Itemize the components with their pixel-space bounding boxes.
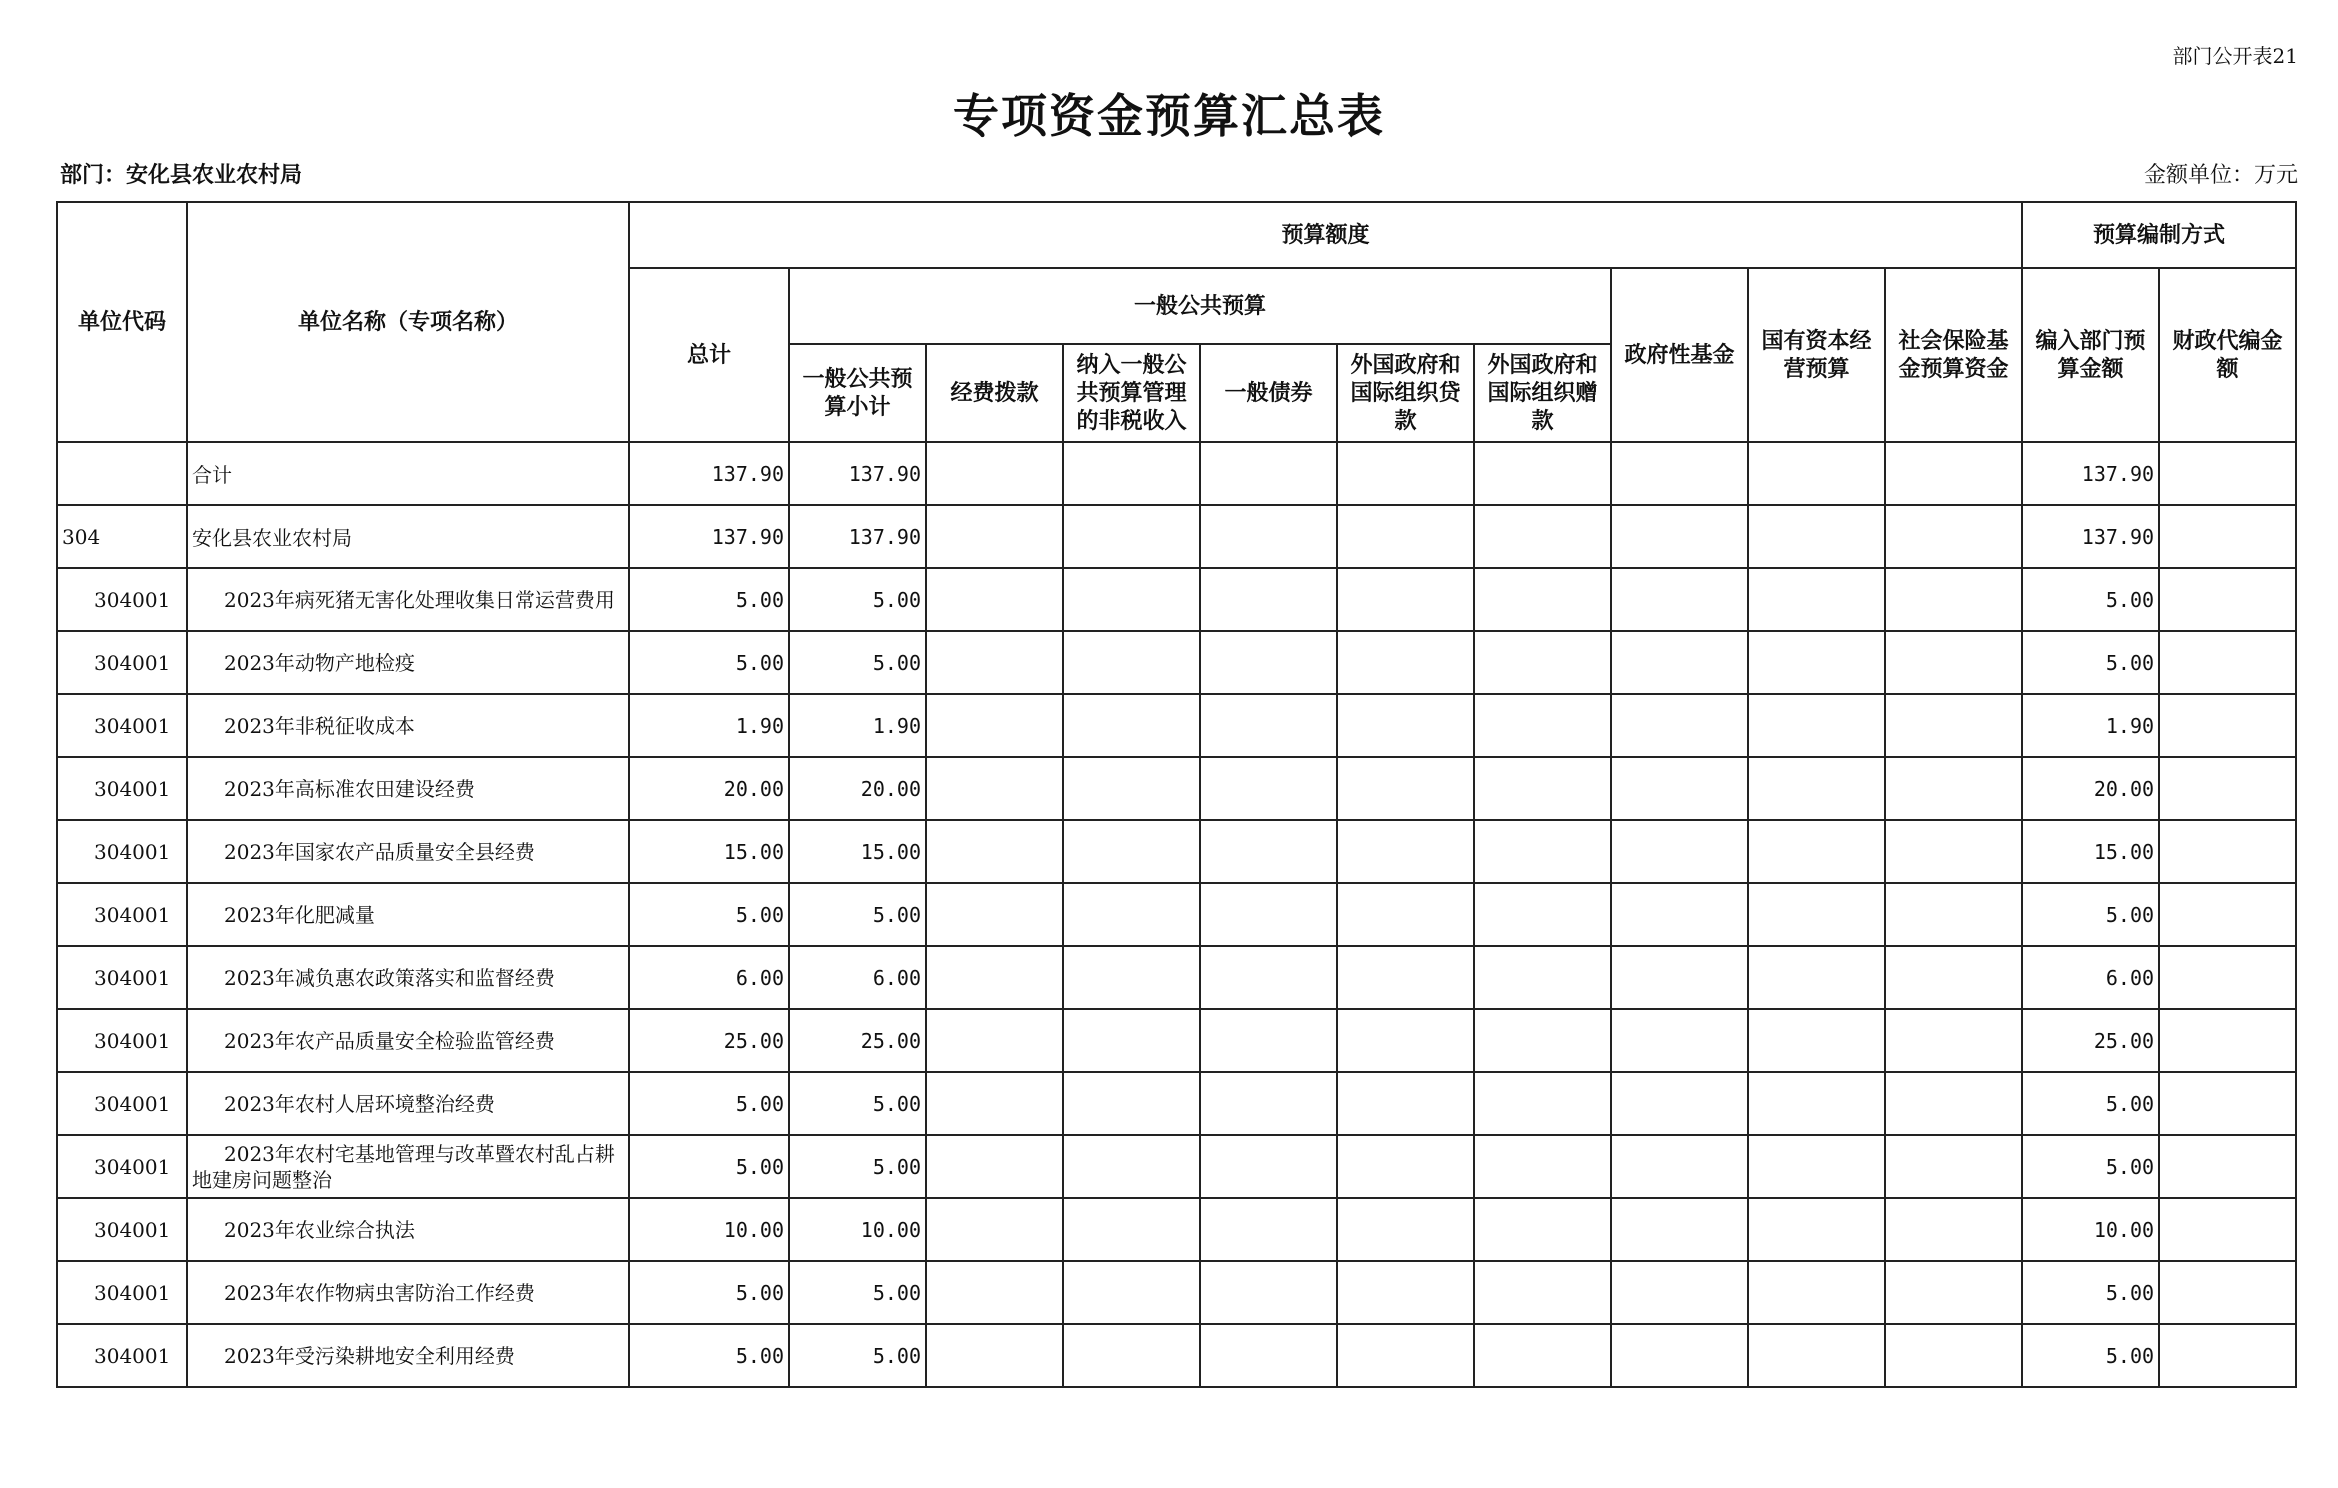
row-nontax bbox=[1063, 757, 1200, 820]
row-foreign-loan bbox=[1337, 1072, 1474, 1135]
table-row bbox=[57, 820, 2296, 883]
row-debt bbox=[1200, 568, 1337, 631]
row-gov-fund bbox=[1611, 694, 1748, 757]
department-label: 部门：安化县农业农村局 bbox=[60, 162, 303, 188]
row-general-subtotal: 5.00 bbox=[789, 1261, 926, 1324]
header-dept-budget: 编入部门预算金额 bbox=[2022, 268, 2159, 442]
row-state-capital bbox=[1748, 1135, 1885, 1198]
header-method: 预算编制方式 bbox=[2022, 202, 2296, 268]
header-appropriation: 经费拨款 bbox=[926, 344, 1063, 442]
row-foreign-loan bbox=[1337, 631, 1474, 694]
amount-unit-label: 金额单位：万元 bbox=[2143, 163, 2298, 188]
header-general-subtotal: 一般公共预算小计 bbox=[789, 344, 926, 442]
row-foreign-grant bbox=[1474, 568, 1611, 631]
table-row bbox=[57, 1198, 2296, 1261]
row-debt bbox=[1200, 442, 1337, 505]
row-foreign-grant bbox=[1474, 1261, 1611, 1324]
row-total: 137.90 bbox=[629, 505, 789, 568]
row-debt bbox=[1200, 694, 1337, 757]
row-foreign-grant bbox=[1474, 883, 1611, 946]
row-foreign-grant bbox=[1474, 820, 1611, 883]
header-gov-fund: 政府性基金 bbox=[1611, 268, 1748, 442]
row-state-capital bbox=[1748, 757, 1885, 820]
row-dept-budget: 20.00 bbox=[2022, 757, 2159, 820]
header-code: 单位代码 bbox=[57, 202, 187, 442]
row-appropriation bbox=[926, 568, 1063, 631]
row-dept-budget: 1.90 bbox=[2022, 694, 2159, 757]
row-name: 2023年农产品质量安全检验监管经费 bbox=[187, 1009, 629, 1072]
row-dept-budget: 137.90 bbox=[2022, 505, 2159, 568]
row-social-insurance bbox=[1885, 442, 2022, 505]
row-nontax bbox=[1063, 1324, 1200, 1387]
row-social-insurance bbox=[1885, 1324, 2022, 1387]
row-gov-fund bbox=[1611, 631, 1748, 694]
row-nontax bbox=[1063, 505, 1200, 568]
row-fiscal-code bbox=[2159, 505, 2296, 568]
row-total: 5.00 bbox=[629, 1072, 789, 1135]
table-row bbox=[57, 1135, 2296, 1198]
row-name: 2023年农村宅基地管理与改革暨农村乱占耕地建房问题整治 bbox=[187, 1135, 629, 1198]
row-gov-fund bbox=[1611, 1072, 1748, 1135]
row-code: 304001 bbox=[57, 1324, 187, 1387]
row-total: 20.00 bbox=[629, 757, 789, 820]
row-fiscal-code bbox=[2159, 568, 2296, 631]
row-debt bbox=[1200, 1135, 1337, 1198]
row-name: 2023年非税征收成本 bbox=[187, 694, 629, 757]
row-dept-budget: 6.00 bbox=[2022, 946, 2159, 1009]
row-foreign-grant bbox=[1474, 442, 1611, 505]
row-code: 304001 bbox=[57, 568, 187, 631]
table-row bbox=[57, 946, 2296, 1009]
row-nontax bbox=[1063, 1261, 1200, 1324]
row-fiscal-code bbox=[2159, 1009, 2296, 1072]
page-title: 专项资金预算汇总表 bbox=[953, 89, 1385, 143]
table-row bbox=[57, 442, 2296, 505]
row-code: 304001 bbox=[57, 1261, 187, 1324]
table-row bbox=[57, 1009, 2296, 1072]
table-row bbox=[57, 883, 2296, 946]
row-appropriation bbox=[926, 1261, 1063, 1324]
row-social-insurance bbox=[1885, 820, 2022, 883]
row-general-subtotal: 5.00 bbox=[789, 1135, 926, 1198]
row-gov-fund bbox=[1611, 820, 1748, 883]
row-foreign-grant bbox=[1474, 505, 1611, 568]
row-debt bbox=[1200, 757, 1337, 820]
row-general-subtotal: 137.90 bbox=[789, 442, 926, 505]
row-general-subtotal: 25.00 bbox=[789, 1009, 926, 1072]
row-social-insurance bbox=[1885, 505, 2022, 568]
row-general-subtotal: 5.00 bbox=[789, 1324, 926, 1387]
row-social-insurance bbox=[1885, 568, 2022, 631]
row-dept-budget: 137.90 bbox=[2022, 442, 2159, 505]
header-name: 单位名称（专项名称） bbox=[187, 202, 629, 442]
row-foreign-loan bbox=[1337, 1198, 1474, 1261]
row-nontax bbox=[1063, 631, 1200, 694]
row-gov-fund bbox=[1611, 883, 1748, 946]
row-appropriation bbox=[926, 946, 1063, 1009]
row-foreign-loan bbox=[1337, 505, 1474, 568]
table-row bbox=[57, 631, 2296, 694]
row-name: 2023年农作物病虫害防治工作经费 bbox=[187, 1261, 629, 1324]
row-code: 304 bbox=[57, 505, 187, 568]
row-debt bbox=[1200, 631, 1337, 694]
row-debt bbox=[1200, 1072, 1337, 1135]
row-gov-fund bbox=[1611, 946, 1748, 1009]
row-state-capital bbox=[1748, 1072, 1885, 1135]
row-fiscal-code bbox=[2159, 883, 2296, 946]
row-code: 304001 bbox=[57, 757, 187, 820]
row-general-subtotal: 1.90 bbox=[789, 694, 926, 757]
row-dept-budget: 5.00 bbox=[2022, 631, 2159, 694]
table-row bbox=[57, 1324, 2296, 1387]
header-total: 总计 bbox=[629, 268, 789, 442]
row-foreign-loan bbox=[1337, 1261, 1474, 1324]
row-appropriation bbox=[926, 1198, 1063, 1261]
row-dept-budget: 5.00 bbox=[2022, 1261, 2159, 1324]
row-debt bbox=[1200, 505, 1337, 568]
row-fiscal-code bbox=[2159, 442, 2296, 505]
row-gov-fund bbox=[1611, 1135, 1748, 1198]
row-code: 304001 bbox=[57, 1135, 187, 1198]
row-dept-budget: 10.00 bbox=[2022, 1198, 2159, 1261]
row-debt bbox=[1200, 820, 1337, 883]
row-general-subtotal: 137.90 bbox=[789, 505, 926, 568]
row-foreign-loan bbox=[1337, 1009, 1474, 1072]
row-state-capital bbox=[1748, 1261, 1885, 1324]
table-row bbox=[57, 1261, 2296, 1324]
row-foreign-loan bbox=[1337, 1324, 1474, 1387]
row-fiscal-code bbox=[2159, 1072, 2296, 1135]
row-appropriation bbox=[926, 883, 1063, 946]
table-row bbox=[57, 505, 2296, 568]
row-name: 2023年高标准农田建设经费 bbox=[187, 757, 629, 820]
row-social-insurance bbox=[1885, 1261, 2022, 1324]
row-state-capital bbox=[1748, 1009, 1885, 1072]
row-total: 5.00 bbox=[629, 631, 789, 694]
row-general-subtotal: 15.00 bbox=[789, 820, 926, 883]
row-foreign-loan bbox=[1337, 568, 1474, 631]
row-name: 2023年动物产地检疫 bbox=[187, 631, 629, 694]
row-general-subtotal: 5.00 bbox=[789, 1072, 926, 1135]
row-dept-budget: 5.00 bbox=[2022, 1324, 2159, 1387]
row-fiscal-code bbox=[2159, 946, 2296, 1009]
row-social-insurance bbox=[1885, 631, 2022, 694]
row-foreign-loan bbox=[1337, 820, 1474, 883]
row-fiscal-code bbox=[2159, 694, 2296, 757]
row-nontax bbox=[1063, 883, 1200, 946]
row-social-insurance bbox=[1885, 694, 2022, 757]
row-code: 304001 bbox=[57, 1009, 187, 1072]
row-state-capital bbox=[1748, 568, 1885, 631]
row-general-subtotal: 5.00 bbox=[789, 883, 926, 946]
row-general-subtotal: 6.00 bbox=[789, 946, 926, 1009]
row-state-capital bbox=[1748, 1198, 1885, 1261]
table-row bbox=[57, 568, 2296, 631]
header-budget: 预算额度 bbox=[629, 202, 2022, 268]
row-total: 5.00 bbox=[629, 883, 789, 946]
row-debt bbox=[1200, 946, 1337, 1009]
row-gov-fund bbox=[1611, 1009, 1748, 1072]
row-nontax bbox=[1063, 568, 1200, 631]
row-state-capital bbox=[1748, 631, 1885, 694]
row-general-subtotal: 5.00 bbox=[789, 568, 926, 631]
row-foreign-grant bbox=[1474, 1009, 1611, 1072]
row-nontax bbox=[1063, 1009, 1200, 1072]
row-nontax bbox=[1063, 1198, 1200, 1261]
row-dept-budget: 5.00 bbox=[2022, 568, 2159, 631]
row-total: 6.00 bbox=[629, 946, 789, 1009]
row-appropriation bbox=[926, 1324, 1063, 1387]
row-state-capital bbox=[1748, 1324, 1885, 1387]
row-social-insurance bbox=[1885, 883, 2022, 946]
row-dept-budget: 25.00 bbox=[2022, 1009, 2159, 1072]
row-general-subtotal: 10.00 bbox=[789, 1198, 926, 1261]
row-name: 安化县农业农村局 bbox=[187, 505, 629, 568]
row-total: 10.00 bbox=[629, 1198, 789, 1261]
header-social-insurance: 社会保险基金预算资金 bbox=[1885, 268, 2022, 442]
header-state-capital: 国有资本经营预算 bbox=[1748, 268, 1885, 442]
row-name: 2023年减负惠农政策落实和监督经费 bbox=[187, 946, 629, 1009]
row-social-insurance bbox=[1885, 757, 2022, 820]
row-fiscal-code bbox=[2159, 757, 2296, 820]
row-debt bbox=[1200, 1198, 1337, 1261]
row-fiscal-code bbox=[2159, 1261, 2296, 1324]
row-debt bbox=[1200, 883, 1337, 946]
row-gov-fund bbox=[1611, 1324, 1748, 1387]
row-debt bbox=[1200, 1009, 1337, 1072]
row-state-capital bbox=[1748, 442, 1885, 505]
row-appropriation bbox=[926, 757, 1063, 820]
row-fiscal-code bbox=[2159, 820, 2296, 883]
row-code: 304001 bbox=[57, 946, 187, 1009]
row-total: 5.00 bbox=[629, 568, 789, 631]
row-name: 2023年化肥减量 bbox=[187, 883, 629, 946]
header-foreign-loan: 外国政府和国际组织贷款 bbox=[1337, 344, 1474, 442]
row-code: 304001 bbox=[57, 883, 187, 946]
row-foreign-grant bbox=[1474, 1324, 1611, 1387]
row-foreign-loan bbox=[1337, 442, 1474, 505]
row-dept-budget: 15.00 bbox=[2022, 820, 2159, 883]
row-name: 2023年病死猪无害化处理收集日常运营费用 bbox=[187, 568, 629, 631]
row-general-subtotal: 20.00 bbox=[789, 757, 926, 820]
row-foreign-grant bbox=[1474, 1135, 1611, 1198]
row-gov-fund bbox=[1611, 568, 1748, 631]
row-gov-fund bbox=[1611, 442, 1748, 505]
row-appropriation bbox=[926, 1135, 1063, 1198]
row-nontax bbox=[1063, 1135, 1200, 1198]
row-social-insurance bbox=[1885, 1009, 2022, 1072]
row-state-capital bbox=[1748, 820, 1885, 883]
row-appropriation bbox=[926, 442, 1063, 505]
header-foreign-grant: 外国政府和国际组织赠款 bbox=[1474, 344, 1611, 442]
table-row bbox=[57, 1072, 2296, 1135]
row-foreign-loan bbox=[1337, 757, 1474, 820]
row-foreign-grant bbox=[1474, 946, 1611, 1009]
row-state-capital bbox=[1748, 883, 1885, 946]
row-total: 1.90 bbox=[629, 694, 789, 757]
row-gov-fund bbox=[1611, 1261, 1748, 1324]
header-fiscal-code: 财政代编金额 bbox=[2159, 268, 2296, 442]
row-social-insurance bbox=[1885, 1135, 2022, 1198]
row-nontax bbox=[1063, 694, 1200, 757]
row-appropriation bbox=[926, 1072, 1063, 1135]
row-total: 5.00 bbox=[629, 1135, 789, 1198]
budget-summary-table bbox=[56, 201, 2297, 1388]
row-nontax bbox=[1063, 1072, 1200, 1135]
header-nontax: 纳入一般公共预算管理的非税收入 bbox=[1063, 344, 1200, 442]
header-general-budget: 一般公共预算 bbox=[789, 268, 1611, 344]
table-number: 部门公开表21 bbox=[2172, 44, 2298, 68]
table-row bbox=[57, 694, 2296, 757]
row-code: 304001 bbox=[57, 1198, 187, 1261]
row-appropriation bbox=[926, 820, 1063, 883]
row-foreign-loan bbox=[1337, 1135, 1474, 1198]
row-name: 2023年受污染耕地安全利用经费 bbox=[187, 1324, 629, 1387]
row-foreign-loan bbox=[1337, 883, 1474, 946]
row-total: 15.00 bbox=[629, 820, 789, 883]
table-row bbox=[57, 757, 2296, 820]
row-code: 304001 bbox=[57, 820, 187, 883]
row-name: 2023年农业综合执法 bbox=[187, 1198, 629, 1261]
row-dept-budget: 5.00 bbox=[2022, 883, 2159, 946]
row-foreign-loan bbox=[1337, 694, 1474, 757]
row-dept-budget: 5.00 bbox=[2022, 1072, 2159, 1135]
row-fiscal-code bbox=[2159, 631, 2296, 694]
row-foreign-loan bbox=[1337, 946, 1474, 1009]
row-gov-fund bbox=[1611, 505, 1748, 568]
row-fiscal-code bbox=[2159, 1324, 2296, 1387]
row-gov-fund bbox=[1611, 1198, 1748, 1261]
row-foreign-grant bbox=[1474, 1072, 1611, 1135]
row-appropriation bbox=[926, 1009, 1063, 1072]
row-foreign-grant bbox=[1474, 757, 1611, 820]
row-total: 25.00 bbox=[629, 1009, 789, 1072]
row-gov-fund bbox=[1611, 757, 1748, 820]
row-fiscal-code bbox=[2159, 1135, 2296, 1198]
row-state-capital bbox=[1748, 946, 1885, 1009]
row-total: 5.00 bbox=[629, 1324, 789, 1387]
row-foreign-grant bbox=[1474, 631, 1611, 694]
row-social-insurance bbox=[1885, 1072, 2022, 1135]
row-code bbox=[57, 442, 187, 505]
row-nontax bbox=[1063, 442, 1200, 505]
row-debt bbox=[1200, 1324, 1337, 1387]
row-social-insurance bbox=[1885, 946, 2022, 1009]
row-dept-budget: 5.00 bbox=[2022, 1135, 2159, 1198]
row-name: 2023年国家农产品质量安全县经费 bbox=[187, 820, 629, 883]
row-total: 5.00 bbox=[629, 1261, 789, 1324]
row-nontax bbox=[1063, 946, 1200, 1009]
row-general-subtotal: 5.00 bbox=[789, 631, 926, 694]
row-code: 304001 bbox=[57, 694, 187, 757]
row-total: 137.90 bbox=[629, 442, 789, 505]
row-name: 合计 bbox=[187, 442, 629, 505]
row-appropriation bbox=[926, 631, 1063, 694]
row-social-insurance bbox=[1885, 1198, 2022, 1261]
row-foreign-grant bbox=[1474, 694, 1611, 757]
row-name: 2023年农村人居环境整治经费 bbox=[187, 1072, 629, 1135]
row-fiscal-code bbox=[2159, 1198, 2296, 1261]
row-appropriation bbox=[926, 505, 1063, 568]
row-appropriation bbox=[926, 694, 1063, 757]
row-debt bbox=[1200, 1261, 1337, 1324]
row-state-capital bbox=[1748, 505, 1885, 568]
row-state-capital bbox=[1748, 694, 1885, 757]
row-code: 304001 bbox=[57, 631, 187, 694]
row-code: 304001 bbox=[57, 1072, 187, 1135]
header-debt: 一般债券 bbox=[1200, 344, 1337, 442]
row-foreign-grant bbox=[1474, 1198, 1611, 1261]
row-nontax bbox=[1063, 820, 1200, 883]
